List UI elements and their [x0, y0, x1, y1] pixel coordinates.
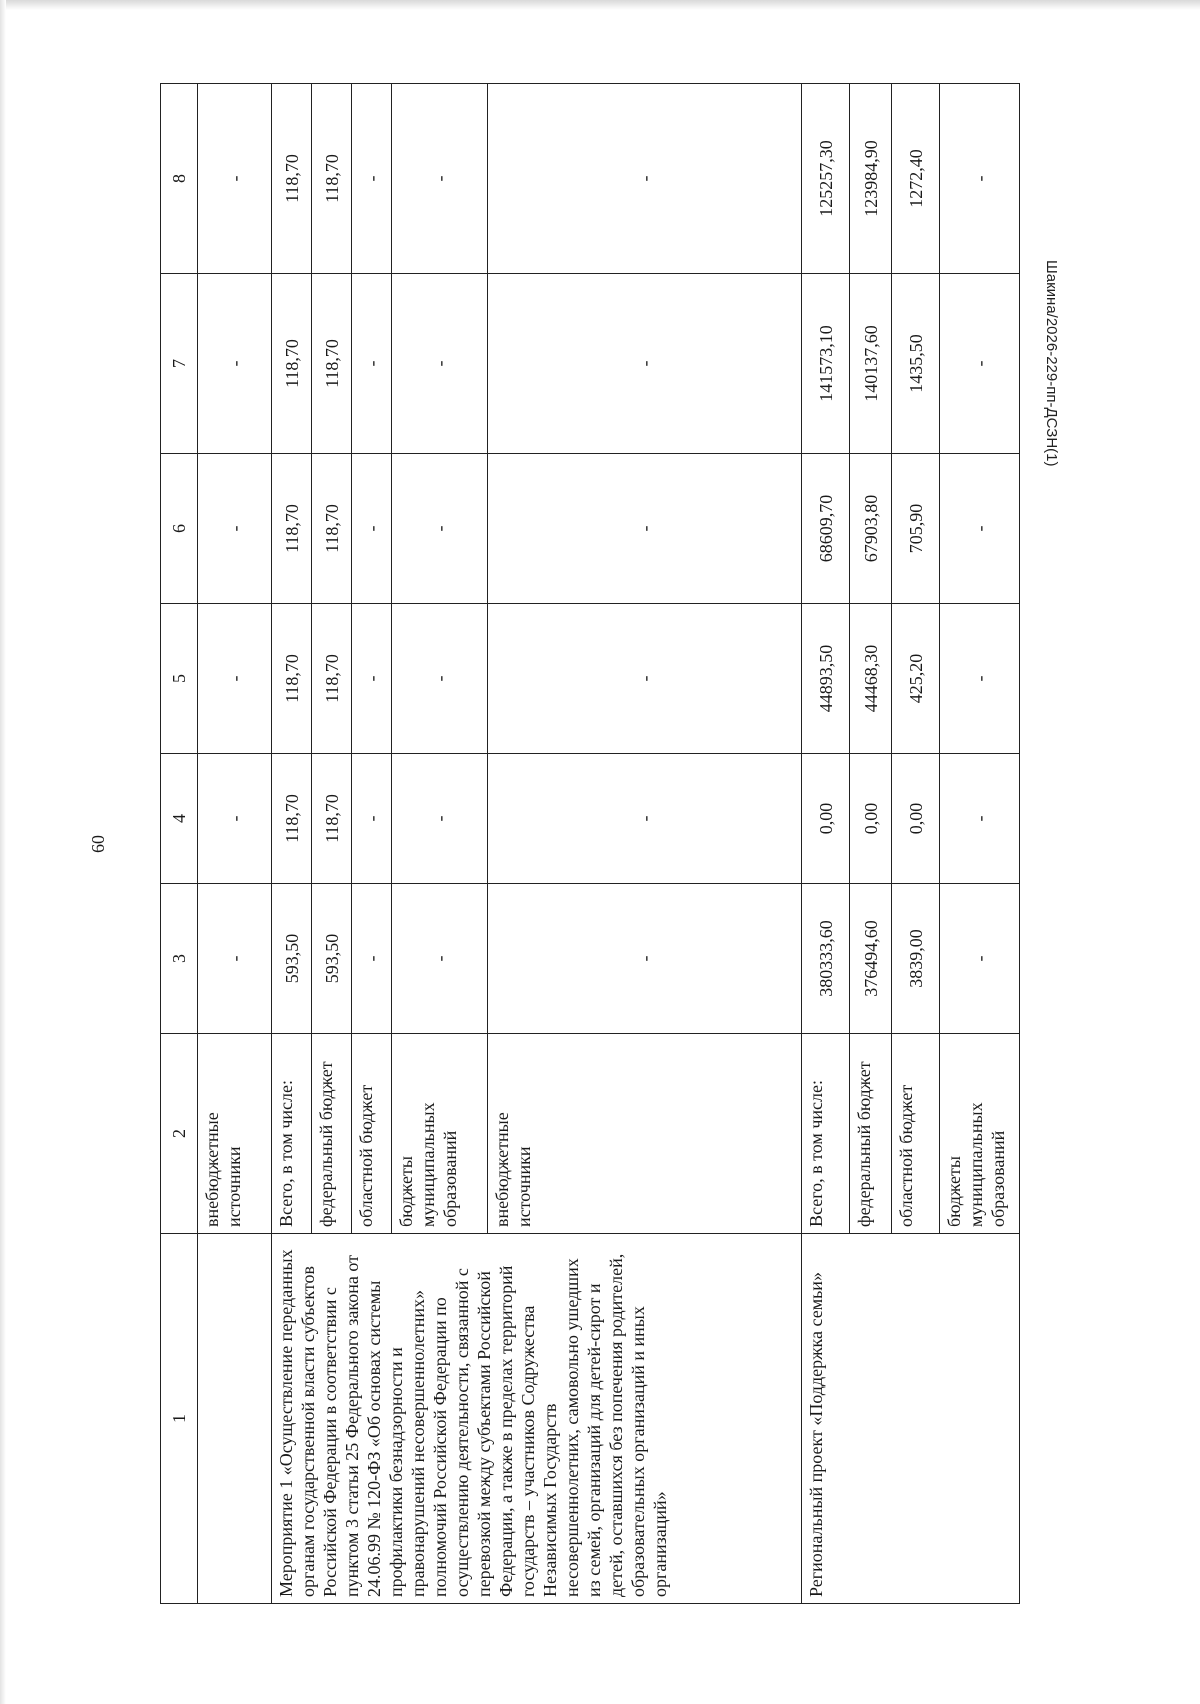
- scan-edge-left: [0, 0, 6, 1704]
- table-cell: -: [488, 754, 802, 884]
- table-cell: -: [488, 884, 802, 1034]
- table-cell: -: [940, 884, 1020, 1034]
- table-cell: 118,70: [272, 454, 312, 604]
- table-cell: -: [392, 84, 488, 274]
- table-cell: -: [198, 604, 272, 754]
- rotated-page-content: [160, 84, 1020, 1604]
- table-cell: -: [940, 454, 1020, 604]
- column-header: 6: [161, 454, 198, 604]
- column-header: 1: [161, 1234, 198, 1604]
- regional-project-name: Региональный проект «Поддержка семьи»: [802, 1234, 1020, 1604]
- table-cell: -: [352, 274, 392, 454]
- table-cell: 140137,60: [850, 274, 892, 454]
- table-cell: внебюджетные источники: [198, 1034, 272, 1234]
- table-cell: 118,70: [312, 454, 352, 604]
- table-cell: -: [488, 454, 802, 604]
- page-number: 60: [88, 835, 108, 853]
- table-cell: 44468,30: [850, 604, 892, 754]
- table-cell: -: [392, 274, 488, 454]
- column-header: 7: [161, 274, 198, 454]
- table-cell: -: [198, 454, 272, 604]
- table-cell: 3839,00: [892, 884, 940, 1034]
- table-cell: -: [488, 84, 802, 274]
- table-cell: 0,00: [802, 754, 850, 884]
- header-row: [161, 84, 198, 1604]
- table-cell: 118,70: [312, 604, 352, 754]
- table-row: [272, 84, 312, 1604]
- table-cell: 44893,50: [802, 604, 850, 754]
- table-cell: 118,70: [312, 84, 352, 274]
- column-header: 2: [161, 1034, 198, 1234]
- table-cell: -: [488, 604, 802, 754]
- table-cell: 425,20: [892, 604, 940, 754]
- table-cell: 593,50: [272, 884, 312, 1034]
- table-cell: бюджеты муниципальных образований: [392, 1034, 488, 1234]
- table-cell: -: [392, 884, 488, 1034]
- table-cell: -: [392, 454, 488, 604]
- table-cell: -: [352, 604, 392, 754]
- table-cell: 118,70: [272, 604, 312, 754]
- table-cell: -: [198, 274, 272, 454]
- table-cell: -: [198, 754, 272, 884]
- table-cell: -: [198, 884, 272, 1034]
- table-cell: 68609,70: [802, 454, 850, 604]
- table-cell: 1435,50: [892, 274, 940, 454]
- table-cell: -: [940, 604, 1020, 754]
- table-cell: федеральный бюджет: [850, 1034, 892, 1234]
- table-cell: 67903,80: [850, 454, 892, 604]
- table-cell: 705,90: [892, 454, 940, 604]
- table-cell: 118,70: [272, 84, 312, 274]
- table-cell: -: [198, 84, 272, 274]
- table-cell: внебюджетные источники: [488, 1034, 802, 1234]
- table-cell: областной бюджет: [352, 1034, 392, 1234]
- table-cell: -: [352, 884, 392, 1034]
- table-cell: -: [488, 274, 802, 454]
- table-cell: федеральный бюджет: [312, 1034, 352, 1234]
- table-cell: -: [392, 754, 488, 884]
- table-cell: 118,70: [312, 274, 352, 454]
- table-cell: бюджеты муниципальных образований: [940, 1034, 1020, 1234]
- budget-table: [160, 83, 1020, 1604]
- table-cell: 125257,30: [802, 84, 850, 274]
- table-cell: 141573,10: [802, 274, 850, 454]
- table-cell: 593,50: [312, 884, 352, 1034]
- table-row: [198, 84, 272, 1604]
- table-cell: 0,00: [850, 754, 892, 884]
- table-cell: -: [392, 604, 488, 754]
- activity-1-name: Мероприятие 1 «Осуществление переданных органам государственной власти субъектов Российской Федерации в соответствии с пунктом 3 статьи 25 Федерального закона от 24.06.99 № 120-ФЗ «Об основах системы профилактики безнадзорности и правонарушений несовершеннолетних» полномочий Российской Федерации по осуществлению деятельности, связанной с перевозкой между субъектами Российской Федерации, а также в пределах территорий государств – участников Содружества Независимых Государств несовершеннолетних, самовольно ушедших из семей, организаций для детей-сирот и детей, оставшихся без попечения родителей, образовательных организаций и иных организаций»: [272, 1234, 802, 1604]
- table-cell: Всего, в том числе:: [272, 1034, 312, 1234]
- table-cell: 0,00: [892, 754, 940, 884]
- footer-note: Шакина/2026-229-пп-ДСЗН(1): [1043, 260, 1060, 467]
- table-cell: 123984,90: [850, 84, 892, 274]
- table-cell: [198, 1234, 272, 1604]
- column-header: 8: [161, 84, 198, 274]
- table-cell: -: [940, 84, 1020, 274]
- table-cell: 1272,40: [892, 84, 940, 274]
- column-header: 4: [161, 754, 198, 884]
- table-cell: -: [940, 754, 1020, 884]
- table-cell: Всего, в том числе:: [802, 1034, 850, 1234]
- table-cell: -: [352, 754, 392, 884]
- table-cell: 118,70: [312, 754, 352, 884]
- column-header: 5: [161, 604, 198, 754]
- table-cell: 118,70: [272, 274, 312, 454]
- table-cell: -: [352, 84, 392, 274]
- table-cell: 380333,60: [802, 884, 850, 1034]
- table-row: [802, 84, 850, 1604]
- table-cell: -: [940, 274, 1020, 454]
- table-cell: 376494,60: [850, 884, 892, 1034]
- column-header: 3: [161, 884, 198, 1034]
- table-cell: 118,70: [272, 754, 312, 884]
- table-cell: -: [352, 454, 392, 604]
- table-cell: областной бюджет: [892, 1034, 940, 1234]
- scan-edge-top: [0, 0, 1200, 10]
